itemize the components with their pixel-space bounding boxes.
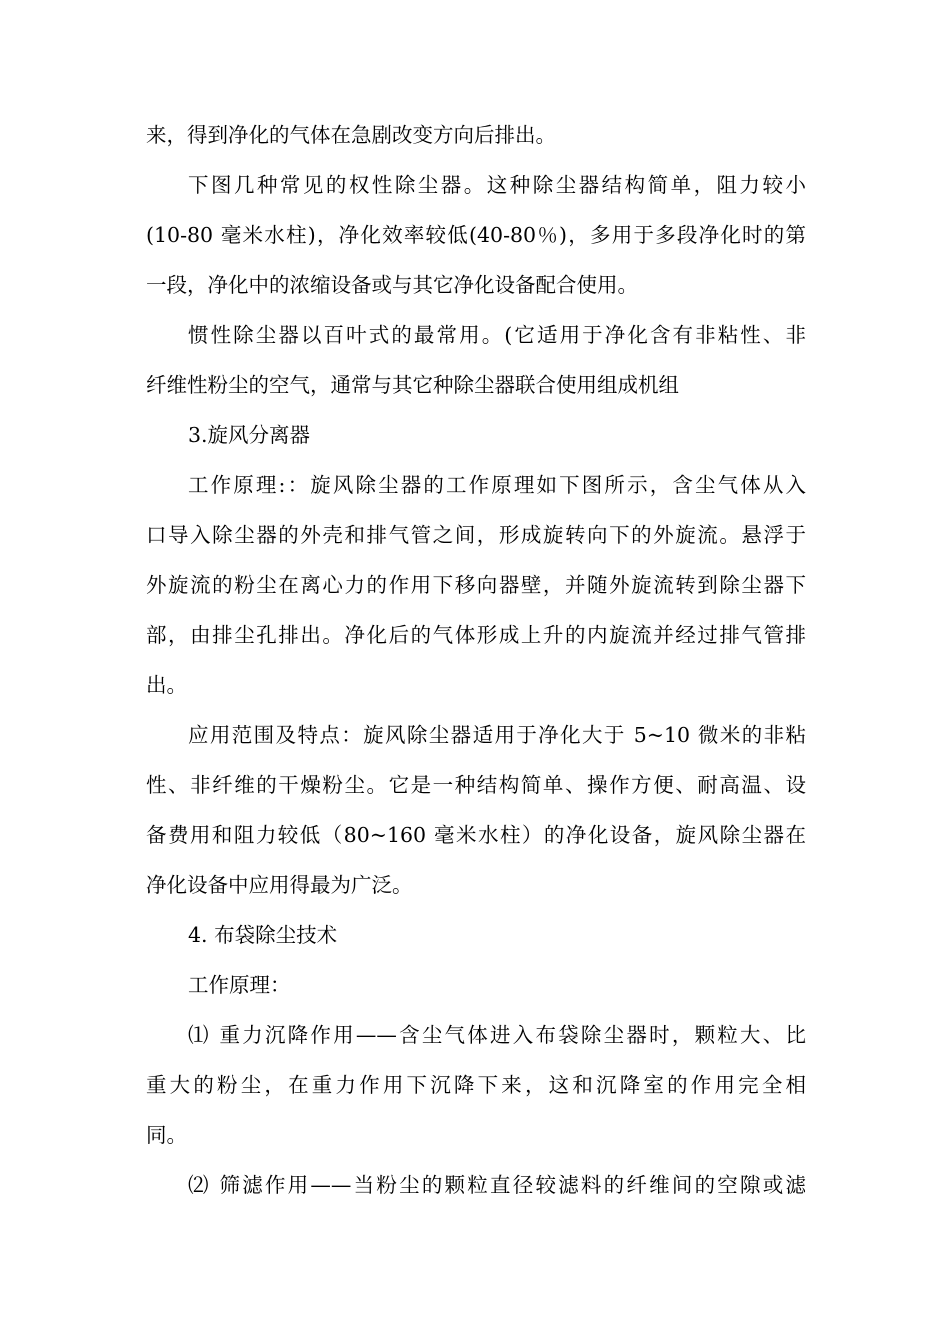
paragraph-line: 部，由排尘孔排出。净化后的气体形成上升的内旋流并经过排气管排 (146, 623, 806, 647)
section-heading: 3.旋风分离器 (188, 423, 311, 447)
paragraph-line: ⑵ 筛滤作用——当粉尘的颗粒直径较滤料的纤维间的空隙或滤 (188, 1173, 806, 1197)
paragraph-line: ⑴ 重力沉降作用——含尘气体进入布袋除尘器时，颗粒大、比 (188, 1023, 806, 1047)
section-heading: 4. 布袋除尘技术 (188, 923, 338, 947)
paragraph-line: 备费用和阻力较低（80~160 毫米水柱）的净化设备，旋风除尘器在 (146, 823, 806, 847)
paragraph-line: 一段，净化中的浓缩设备或与其它净化设备配合使用。 (146, 273, 638, 297)
paragraph-line: 口导入除尘器的外壳和排气管之间，形成旋转向下的外旋流。悬浮于 (146, 523, 806, 547)
paragraph-line: 性、非纤维的干燥粉尘。它是一种结构简单、操作方便、耐高温、设 (146, 773, 806, 797)
paragraph-line: 纤维性粉尘的空气，通常与其它种除尘器联合使用组成机组 (146, 373, 679, 397)
paragraph-line: 出。 (146, 673, 187, 697)
paragraph-line: 重大的粉尘，在重力作用下沉降下来，这和沉降室的作用完全相 (146, 1073, 806, 1097)
paragraph-line: 惯性除尘器以百叶式的最常用。(它适用于净化含有非粘性、非 (188, 323, 806, 347)
paragraph-line: 净化设备中应用得最为广泛。 (146, 873, 413, 897)
paragraph-line: 外旋流的粉尘在离心力的作用下移向器壁，并随外旋流转到除尘器下 (146, 573, 806, 597)
paragraph-line: 应用范围及特点：旋风除尘器适用于净化大于 5~10 微米的非粘 (188, 723, 806, 747)
paragraph-line: 下图几种常见的权性除尘器。这种除尘器结构简单，阻力较小 (188, 173, 806, 197)
paragraph-line: 工作原理： (188, 973, 291, 997)
paragraph-line: 同。 (146, 1123, 187, 1147)
paragraph-line: 来，得到净化的气体在急剧改变方向后排出。 (146, 123, 556, 147)
paragraph-line: 工作原理:：旋风除尘器的工作原理如下图所示，含尘气体从入 (188, 473, 806, 497)
paragraph-line: (10-80 毫米水柱)，净化效率较低(40-80％)，多用于多段净化时的第 (146, 223, 806, 247)
